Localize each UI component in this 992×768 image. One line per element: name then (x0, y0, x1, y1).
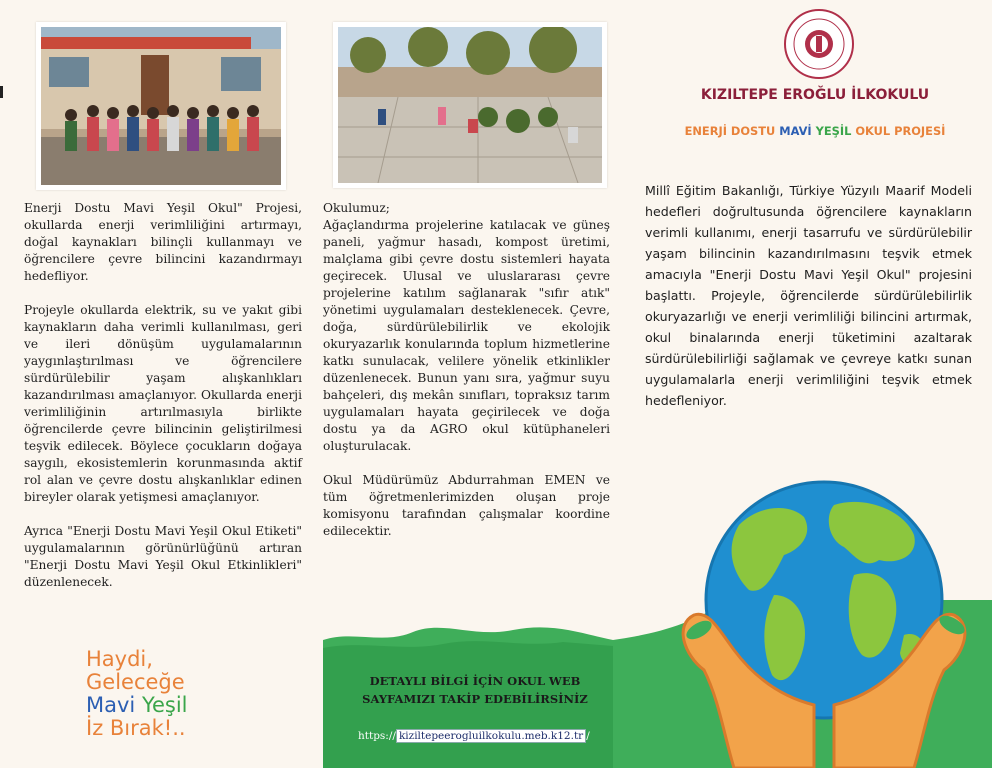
slogan-line: Geleceğe (86, 670, 185, 694)
url-suffix: / (586, 730, 590, 742)
slogan-mavi: Mavi (86, 693, 142, 717)
paragraph: Millî Eğitim Bakanlığı, Türkiye Yüzyılı Maarif Modeli hedefleri doğrultusunda öğrencilere kaynakların verimli kullanımı, enerji tasarrufu ve sürdürülebilir yaşam bilincinin kazandırılmasını teşvik etmek amacıyla "Enerji Dostu Mavi Yeşil Okul" projesini başlattı. Projeyle, öğrencilerde sürdürülebilirlik okuryazarlığı ve enerji verimliliği bilincini artırmak, okul binalarında enerji tüketimini azaltarak sürdürülebilirliği sağlamak ve çevreye katkı sunan uygulamalarla enerji verimliliğini teşvik etmek hedefleniyor. (645, 183, 972, 408)
paragraph: Projeyle okullarda elektrik, su ve yakıt gibi kaynakların daha verimli kullanılması, geri ve ileri dönüşüm uygulamalarının yaygınlaştırılması ve öğrencilere sürdürülebilir yaşam alışkanlıkları kazandırılması amaçlanıyor. Okullarda enerji verimliliğinin artırılmasıyla birlikte öğrencilerde çevre bilincinin geliştirilmesi teşvik edilecek. Böylece çocukların doğaya saygılı, ekosistemlerin korunmasında aktif rol alan ve çevre dostu alışkanlıklar edinen bireyler olarak yetişmesi amaçlanıyor. (24, 303, 302, 504)
project-title-part1: ENERJİ DOSTU (684, 124, 780, 138)
globe-in-hands-illustration (664, 455, 984, 768)
school-name: KIZILTEPE EROĞLU İLKOKULU (700, 87, 930, 103)
slogan-line (86, 694, 188, 717)
project-title-part3: YEŞİL (815, 124, 856, 138)
column-middle-text (323, 200, 610, 557)
school-website-link[interactable]: kiziltepeerogluilkokulu.meb.k12.tr (396, 729, 586, 743)
slogan (86, 648, 188, 740)
schoolyard-planting-photo (333, 22, 607, 188)
paragraph: Ayrıca "Enerji Dostu Mavi Yeşil Okul Etiketi" uygulamalarının görünürlüğünü artıran "Enerji Dostu Mavi Yeşil Okul Etkinlikleri" düzenlenecek. (24, 524, 302, 589)
project-title-part4: OKUL PROJESİ (855, 124, 946, 138)
url-prefix: https:// (358, 730, 396, 742)
web-info-line: SAYFAMIZI TAKİP EDEBİLİRSİNİZ (362, 692, 588, 706)
paragraph: Enerji Dostu Mavi Yeşil Okul" Projesi, okullarda enerji verimliliğini artırmayı, doğal kaynakları bilinçli kullanmayı ve öğrencilere çevre bilincini kazandırmayı hedefliyor. (24, 201, 302, 283)
paragraph-intro: Okulumuz; (323, 201, 390, 215)
slogan-line: İz Bırak!.. (86, 716, 186, 740)
slogan-yesil: Yeşil (141, 693, 188, 717)
project-title-part2: MAVİ (779, 124, 816, 138)
web-info-text (340, 672, 610, 708)
school-logo-seal (783, 8, 855, 80)
project-title (660, 124, 970, 138)
column-right-text (645, 180, 972, 428)
paragraph: Okul Müdürümüz Abdurrahman EMEN ve tüm öğretmenlerimizden oluşan proje komisyonu tarafından çalışmalar koordine edilecektir. (323, 473, 610, 538)
slogan-line: Haydi, (86, 647, 153, 671)
web-info-line: DETAYLI BİLGİ İÇİN OKUL WEB (369, 674, 581, 688)
school-url (358, 730, 590, 742)
students-group-photo (36, 22, 286, 190)
edge-mark (0, 86, 3, 98)
paragraph-body: Ağaçlandırma projelerine katılacak ve güneş paneli, yağmur hasadı, kompost üretimi, malçlama gibi çevre dostu sistemleri hayata geçirecek. Ulusal ve uluslararası çevre projelerine katılım sağlanarak "sıfır atık" yönetimi uygulamaları desteklenecek. Çevre, doğa, sürdürülebilirlik ve ekolojik okuryazarlık konularında toplum hizmetlerine katkı sunulacak, velilere yönelik etkinlikler düzenlenecek. Bunun yanı sıra, yağmur suyu bahçeleri, dış mekân sınıfları, topraksız tarım uygulamaları hayata geçirilecek ve doğa dostu ya da AGRO okul kütüphaneleri oluşturulacak. (323, 218, 610, 453)
paragraph (323, 200, 610, 455)
column-left-text (24, 200, 302, 608)
